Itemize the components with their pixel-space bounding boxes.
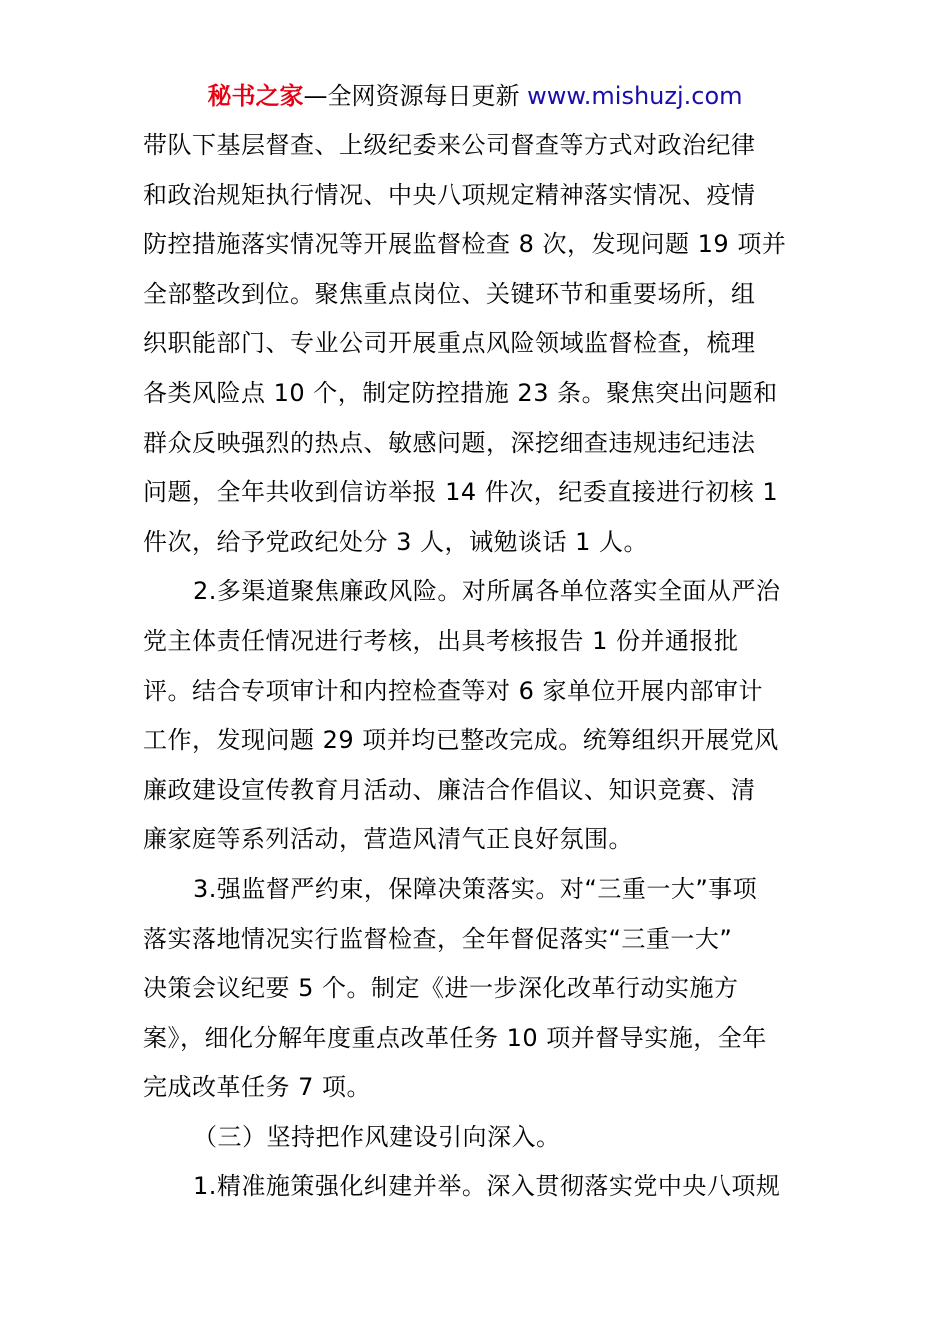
brand-name: 秘书之家 [207,82,304,110]
paragraph-start: 3.强监督严约束，保障决策落实。对“三重一大”事项 [193,874,758,903]
header-tagline: —全网资源每日更新 [303,82,528,110]
text-line: 各类风险点 10 个，制定防控措施 23 条。聚焦突出问题和 [143,378,778,407]
site-header [0,80,950,112]
text-line: 决策会议纪要 5 个。制定《进一步深化改革行动实施方 [143,974,739,1003]
text-line: 问题，全年共收到信访举报 14 件次，纪委直接进行初核 1 [143,478,779,507]
text-line: 党主体责任情况进行考核，出具考核报告 1 份并通报批 [143,626,739,655]
text-line: 完成改革任务 7 项。 [143,1073,372,1102]
text-line: 落实落地情况实行监督检查，全年督促落实“三重一大” [143,924,733,953]
text-line: 防控措施落实情况等开展监督检查 8 次，发现问题 19 项并 [143,230,787,259]
document-body [143,121,809,1212]
text-line: 廉政建设宣传教育月活动、廉洁合作倡议、知识竞赛、清 [143,775,756,804]
text-line: 和政治规矩执行情况、中央八项规定精神落实情况、疫情 [143,180,756,209]
text-line: 织职能部门、专业公司开展重点风险领域监督检查，梳理 [143,329,756,358]
text-line: 案》，细化分解年度重点改革任务 10 项并督导实施，全年 [143,1023,767,1052]
text-line: 廉家庭等系列活动，营造风清气正良好氛围。 [143,825,633,854]
text-line: 工作，发现问题 29 项并均已整改完成。统筹组织开展党风 [143,726,779,755]
text-line: 件次，给予党政纪处分 3 人，诫勉谈话 1 人。 [143,527,649,556]
text-line: 带队下基层督查、上级纪委来公司督查等方式对政治纪律 [143,131,756,159]
section-heading: （三）坚持把作风建设引向深入。 [193,1122,561,1151]
paragraph-start: 2.多渠道聚焦廉政风险。对所属各单位落实全面从严治 [193,577,781,606]
text-line: 全部整改到位。聚焦重点岗位、关键环节和重要场所，组 [143,279,756,308]
paragraph-start: 1.精准施策强化纠建并举。深入贯彻落实党中央八项规 [193,1172,781,1201]
text-line: 群众反映强烈的热点、敏感问题，深挖细查违规违纪违法 [143,428,756,457]
text-line: 评。结合专项审计和内控检查等对 6 家单位开展内部审计 [143,676,764,705]
site-url-link[interactable]: www.mishuzj.com [527,82,743,110]
